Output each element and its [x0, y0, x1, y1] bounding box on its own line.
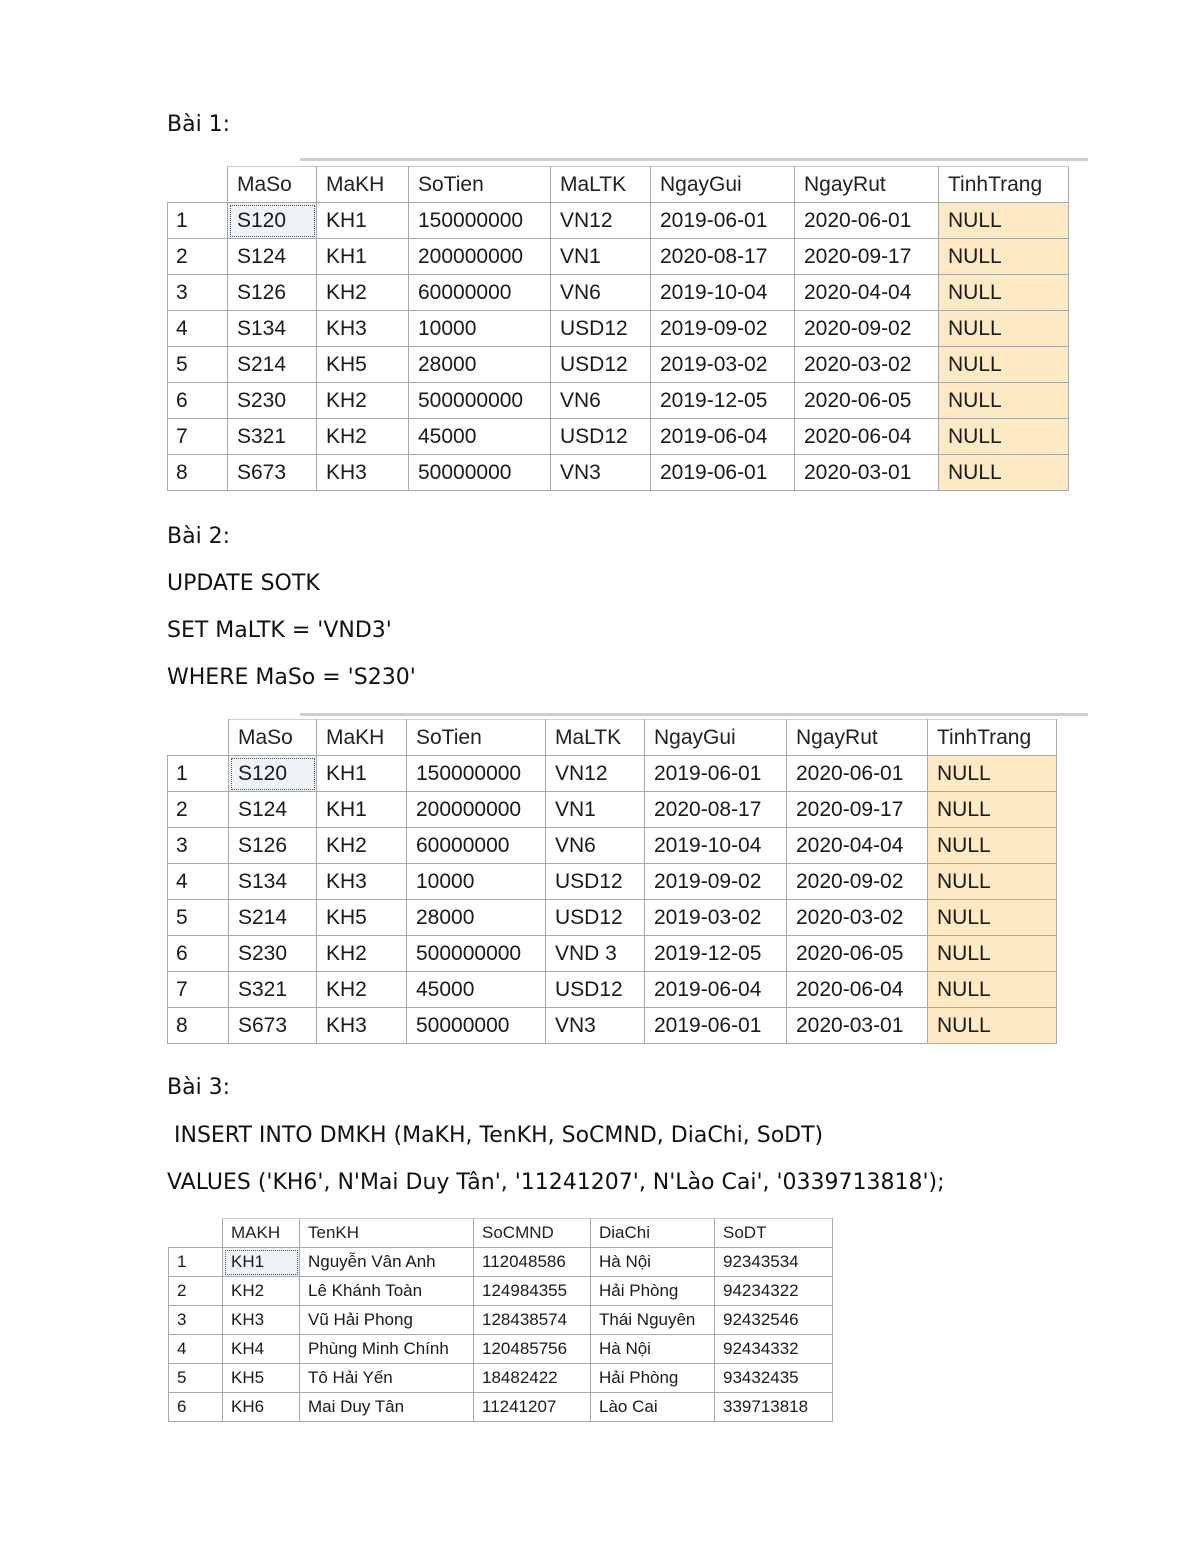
cell-maso[interactable]: S230: [228, 383, 317, 419]
cell-sodt[interactable]: 92343534: [715, 1248, 833, 1277]
cell-makh[interactable]: KH6: [223, 1393, 300, 1422]
cell-makh[interactable]: KH5: [317, 347, 409, 383]
table-row[interactable]: [169, 1393, 833, 1422]
cell-makh[interactable]: KH3: [317, 864, 407, 900]
cell-ngayrut[interactable]: 2020-09-17: [795, 239, 939, 275]
column-header-socmnd[interactable]: SoCMND: [474, 1219, 591, 1248]
cell-sotien[interactable]: 500000000: [407, 936, 546, 972]
cell-ngaygui[interactable]: 2019-12-05: [651, 383, 795, 419]
cell-tinhtrang[interactable]: NULL: [939, 203, 1069, 239]
cell-maltk[interactable]: VN12: [551, 203, 651, 239]
cell-ngayrut[interactable]: 2020-06-04: [795, 419, 939, 455]
table-row[interactable]: [169, 1335, 833, 1364]
row-header-corner[interactable]: [168, 167, 228, 203]
cell-maltk[interactable]: USD12: [546, 972, 645, 1008]
cell-tinhtrang[interactable]: NULL: [928, 900, 1057, 936]
table-row[interactable]: [169, 1364, 833, 1393]
bai3-heading: Bài 3:: [167, 1075, 231, 1100]
cell-ngayrut[interactable]: 2020-03-01: [787, 1008, 928, 1044]
cell-makh[interactable]: KH5: [223, 1364, 300, 1393]
cell-makh[interactable]: KH2: [317, 972, 407, 1008]
cell-tenkh[interactable]: Tô Hải Yến: [300, 1364, 474, 1393]
row-number[interactable]: 2: [168, 792, 229, 828]
cell-maltk[interactable]: USD12: [546, 864, 645, 900]
cell-diachi[interactable]: Hải Phòng: [591, 1277, 715, 1306]
cell-maltk[interactable]: VN1: [551, 239, 651, 275]
bai2-sql-line-2: SET MaLTK = 'VND3': [167, 618, 392, 643]
column-header-ngayrut[interactable]: NgayRut: [795, 167, 939, 203]
cell-tinhtrang[interactable]: NULL: [939, 419, 1069, 455]
bai1-grid-topbar: [300, 158, 1088, 161]
table-row[interactable]: [168, 275, 1069, 311]
cell-sotien[interactable]: 200000000: [409, 239, 551, 275]
column-header-makh[interactable]: MAKH: [223, 1219, 300, 1248]
cell-maso[interactable]: S134: [228, 311, 317, 347]
cell-ngayrut[interactable]: 2020-06-05: [795, 383, 939, 419]
cell-sotien[interactable]: 10000: [409, 311, 551, 347]
column-header-ngaygui[interactable]: NgayGui: [645, 720, 787, 756]
cell-maso[interactable]: S214: [228, 347, 317, 383]
row-number[interactable]: 2: [169, 1277, 223, 1306]
row-number[interactable]: 2: [168, 239, 228, 275]
row-number[interactable]: 5: [168, 347, 228, 383]
cell-maltk[interactable]: USD12: [546, 900, 645, 936]
bai2-sql-line-1: UPDATE SOTK: [167, 571, 320, 596]
row-number[interactable]: 6: [168, 936, 229, 972]
column-header-tinhtrang[interactable]: TinhTrang: [939, 167, 1069, 203]
table-row[interactable]: [168, 1008, 1057, 1044]
cell-socmnd[interactable]: 112048586: [474, 1248, 591, 1277]
cell-sotien[interactable]: 60000000: [409, 275, 551, 311]
cell-maso[interactable]: S321: [229, 972, 317, 1008]
cell-socmnd[interactable]: 128438574: [474, 1306, 591, 1335]
cell-maltk[interactable]: VN1: [546, 792, 645, 828]
column-header-ngayrut[interactable]: NgayRut: [787, 720, 928, 756]
cell-sodt[interactable]: 339713818: [715, 1393, 833, 1422]
cell-ngaygui[interactable]: 2019-06-01: [651, 455, 795, 491]
cell-ngayrut[interactable]: 2020-03-01: [795, 455, 939, 491]
column-header-ngaygui[interactable]: NgayGui: [651, 167, 795, 203]
cell-sotien[interactable]: 28000: [407, 900, 546, 936]
row-number[interactable]: 3: [168, 828, 229, 864]
cell-maso[interactable]: S673: [228, 455, 317, 491]
cell-makh[interactable]: KH1: [223, 1248, 300, 1277]
table-row[interactable]: [169, 1277, 833, 1306]
column-header-sodt[interactable]: SoDT: [715, 1219, 833, 1248]
row-number[interactable]: 5: [169, 1364, 223, 1393]
cell-makh[interactable]: KH4: [223, 1335, 300, 1364]
cell-maso[interactable]: S134: [229, 864, 317, 900]
column-header-maso[interactable]: MaSo: [229, 720, 317, 756]
column-header-sotien[interactable]: SoTien: [407, 720, 546, 756]
cell-tinhtrang[interactable]: NULL: [928, 828, 1057, 864]
cell-ngayrut[interactable]: 2020-06-04: [787, 972, 928, 1008]
cell-maso[interactable]: S214: [229, 900, 317, 936]
cell-tinhtrang[interactable]: NULL: [928, 1008, 1057, 1044]
cell-ngaygui[interactable]: 2019-09-02: [651, 311, 795, 347]
cell-tenkh[interactable]: Lê Khánh Toàn: [300, 1277, 474, 1306]
row-number[interactable]: 4: [168, 864, 229, 900]
column-header-tinhtrang[interactable]: TinhTrang: [928, 720, 1057, 756]
bai2-grid-topbar: [300, 713, 1088, 716]
cell-tenkh[interactable]: Phùng Minh Chính: [300, 1335, 474, 1364]
column-header-maso[interactable]: MaSo: [228, 167, 317, 203]
row-header-corner[interactable]: [168, 720, 229, 756]
cell-tinhtrang[interactable]: NULL: [939, 455, 1069, 491]
cell-diachi[interactable]: Hải Phòng: [591, 1364, 715, 1393]
row-number[interactable]: 1: [169, 1248, 223, 1277]
cell-sodt[interactable]: 93432435: [715, 1364, 833, 1393]
table-row[interactable]: [168, 383, 1069, 419]
table-row[interactable]: [168, 419, 1069, 455]
cell-tinhtrang[interactable]: NULL: [939, 347, 1069, 383]
bai3-sql-line-2: VALUES ('KH6', N'Mai Duy Tân', '11241207', N'Lào Cai', '0339713818');: [167, 1170, 945, 1195]
cell-sodt[interactable]: 94234322: [715, 1277, 833, 1306]
row-number[interactable]: 8: [168, 455, 228, 491]
bai2-heading: Bài 2:: [167, 524, 231, 549]
cell-makh[interactable]: KH2: [317, 419, 409, 455]
table-row[interactable]: [168, 900, 1057, 936]
table-row[interactable]: [168, 311, 1069, 347]
cell-ngaygui[interactable]: 2019-10-04: [651, 275, 795, 311]
cell-ngaygui[interactable]: 2019-09-02: [645, 864, 787, 900]
row-number[interactable]: 6: [168, 383, 228, 419]
row-number[interactable]: 4: [169, 1335, 223, 1364]
cell-tenkh[interactable]: Vũ Hải Phong: [300, 1306, 474, 1335]
bai1-heading: Bài 1:: [167, 112, 231, 137]
column-header-tenkh[interactable]: TenKH: [300, 1219, 474, 1248]
cell-maso[interactable]: S120: [228, 203, 317, 239]
row-number[interactable]: 6: [169, 1393, 223, 1422]
cell-tinhtrang[interactable]: NULL: [928, 792, 1057, 828]
cell-maso[interactable]: S120: [229, 756, 317, 792]
table-row[interactable]: [168, 239, 1069, 275]
cell-maso[interactable]: S673: [229, 1008, 317, 1044]
cell-maso[interactable]: S230: [229, 936, 317, 972]
row-header-corner[interactable]: [169, 1219, 223, 1248]
cell-makh[interactable]: KH2: [223, 1277, 300, 1306]
table-row[interactable]: [168, 972, 1057, 1008]
cell-sotien[interactable]: 10000: [407, 864, 546, 900]
cell-maltk[interactable]: VN12: [546, 756, 645, 792]
cell-ngayrut[interactable]: 2020-03-02: [787, 900, 928, 936]
cell-ngaygui[interactable]: 2020-08-17: [651, 239, 795, 275]
cell-ngaygui[interactable]: 2019-06-01: [645, 756, 787, 792]
bai2-result-grid: [167, 719, 1057, 1044]
cell-maso[interactable]: S126: [229, 828, 317, 864]
cell-sotien[interactable]: 45000: [409, 419, 551, 455]
cell-ngaygui[interactable]: 2019-03-02: [651, 347, 795, 383]
cell-tinhtrang[interactable]: NULL: [928, 864, 1057, 900]
cell-maltk[interactable]: USD12: [551, 347, 651, 383]
cell-ngayrut[interactable]: 2020-09-02: [795, 311, 939, 347]
cell-sotien[interactable]: 150000000: [407, 756, 546, 792]
cell-ngayrut[interactable]: 2020-04-04: [787, 828, 928, 864]
cell-makh[interactable]: KH3: [317, 455, 409, 491]
cell-ngaygui[interactable]: 2019-06-04: [645, 972, 787, 1008]
table-row[interactable]: [168, 792, 1057, 828]
header-row: [169, 1219, 833, 1248]
cell-maltk[interactable]: VND 3: [546, 936, 645, 972]
cell-maltk[interactable]: VN6: [551, 383, 651, 419]
cell-ngaygui[interactable]: 2019-12-05: [645, 936, 787, 972]
cell-ngayrut[interactable]: 2020-09-17: [787, 792, 928, 828]
cell-sotien[interactable]: 50000000: [409, 455, 551, 491]
cell-ngaygui[interactable]: 2019-06-04: [651, 419, 795, 455]
column-header-maltk[interactable]: MaLTK: [546, 720, 645, 756]
cell-maltk[interactable]: VN6: [546, 828, 645, 864]
cell-sodt[interactable]: 92432546: [715, 1306, 833, 1335]
cell-diachi[interactable]: Hà Nội: [591, 1248, 715, 1277]
table-row[interactable]: [168, 936, 1057, 972]
table-row[interactable]: [168, 203, 1069, 239]
cell-socmnd[interactable]: 124984355: [474, 1277, 591, 1306]
cell-tenkh[interactable]: Nguyễn Vân Anh: [300, 1248, 474, 1277]
cell-tinhtrang[interactable]: NULL: [939, 239, 1069, 275]
row-number[interactable]: 5: [168, 900, 229, 936]
cell-maso[interactable]: S124: [229, 792, 317, 828]
cell-maltk[interactable]: VN3: [546, 1008, 645, 1044]
row-number[interactable]: 8: [168, 1008, 229, 1044]
cell-tinhtrang[interactable]: NULL: [939, 275, 1069, 311]
cell-ngaygui[interactable]: 2019-03-02: [645, 900, 787, 936]
cell-makh[interactable]: KH2: [317, 936, 407, 972]
cell-ngayrut[interactable]: 2020-09-02: [787, 864, 928, 900]
cell-socmnd[interactable]: 18482422: [474, 1364, 591, 1393]
table-row[interactable]: [168, 828, 1057, 864]
row-number[interactable]: 1: [168, 756, 229, 792]
row-number[interactable]: 7: [168, 972, 229, 1008]
cell-sodt[interactable]: 92434332: [715, 1335, 833, 1364]
cell-makh[interactable]: KH5: [317, 900, 407, 936]
cell-makh[interactable]: KH3: [317, 311, 409, 347]
cell-makh[interactable]: KH3: [223, 1306, 300, 1335]
row-number[interactable]: 3: [169, 1306, 223, 1335]
cell-makh[interactable]: KH1: [317, 239, 409, 275]
table-row[interactable]: [169, 1248, 833, 1277]
cell-sotien[interactable]: 200000000: [407, 792, 546, 828]
cell-sotien[interactable]: 60000000: [407, 828, 546, 864]
cell-makh[interactable]: KH3: [317, 1008, 407, 1044]
row-number[interactable]: 4: [168, 311, 228, 347]
cell-ngayrut[interactable]: 2020-03-02: [795, 347, 939, 383]
bai2-sql-line-3: WHERE MaSo = 'S230': [167, 665, 416, 690]
cell-maltk[interactable]: USD12: [551, 311, 651, 347]
cell-tinhtrang[interactable]: NULL: [928, 756, 1057, 792]
column-header-makh[interactable]: MaKH: [317, 167, 409, 203]
table-row[interactable]: [168, 756, 1057, 792]
cell-maso[interactable]: S124: [228, 239, 317, 275]
cell-ngayrut[interactable]: 2020-06-01: [795, 203, 939, 239]
table-row[interactable]: [168, 455, 1069, 491]
cell-tinhtrang[interactable]: NULL: [928, 972, 1057, 1008]
table-row[interactable]: [168, 347, 1069, 383]
cell-makh[interactable]: KH1: [317, 756, 407, 792]
cell-tinhtrang[interactable]: NULL: [928, 936, 1057, 972]
cell-sotien[interactable]: 500000000: [409, 383, 551, 419]
cell-ngayrut[interactable]: 2020-06-05: [787, 936, 928, 972]
cell-makh[interactable]: KH2: [317, 275, 409, 311]
cell-tinhtrang[interactable]: NULL: [939, 383, 1069, 419]
cell-diachi[interactable]: Lào Cai: [591, 1393, 715, 1422]
cell-maltk[interactable]: USD12: [551, 419, 651, 455]
cell-ngayrut[interactable]: 2020-06-01: [787, 756, 928, 792]
cell-diachi[interactable]: Hà Nội: [591, 1335, 715, 1364]
cell-makh[interactable]: KH1: [317, 792, 407, 828]
row-number[interactable]: 1: [168, 203, 228, 239]
column-header-makh[interactable]: MaKH: [317, 720, 407, 756]
cell-ngayrut[interactable]: 2020-04-04: [795, 275, 939, 311]
cell-makh[interactable]: KH2: [317, 828, 407, 864]
row-number[interactable]: 7: [168, 419, 228, 455]
column-header-sotien[interactable]: SoTien: [409, 167, 551, 203]
cell-diachi[interactable]: Thái Nguyên: [591, 1306, 715, 1335]
cell-sotien[interactable]: 150000000: [409, 203, 551, 239]
bai3-sql-line-1: INSERT INTO DMKH (MaKH, TenKH, SoCMND, DiaChi, SoDT): [167, 1123, 824, 1148]
cell-makh[interactable]: KH1: [317, 203, 409, 239]
cell-ngaygui[interactable]: 2020-08-17: [645, 792, 787, 828]
bai1-result-grid: [167, 166, 1069, 491]
cell-tinhtrang[interactable]: NULL: [939, 311, 1069, 347]
table-row[interactable]: [169, 1306, 833, 1335]
cell-makh[interactable]: KH2: [317, 383, 409, 419]
cell-maso[interactable]: S321: [228, 419, 317, 455]
cell-sotien[interactable]: 45000: [407, 972, 546, 1008]
cell-ngaygui[interactable]: 2019-06-01: [645, 1008, 787, 1044]
cell-maso[interactable]: S126: [228, 275, 317, 311]
bai3-result-grid: [168, 1218, 833, 1422]
cell-socmnd[interactable]: 120485756: [474, 1335, 591, 1364]
column-header-diachi[interactable]: DiaChi: [591, 1219, 715, 1248]
cell-ngaygui[interactable]: 2019-06-01: [651, 203, 795, 239]
cell-sotien[interactable]: 28000: [409, 347, 551, 383]
cell-sotien[interactable]: 50000000: [407, 1008, 546, 1044]
cell-maltk[interactable]: VN3: [551, 455, 651, 491]
cell-maltk[interactable]: VN6: [551, 275, 651, 311]
cell-tenkh[interactable]: Mai Duy Tân: [300, 1393, 474, 1422]
header-row: [168, 720, 1057, 756]
table-row[interactable]: [168, 864, 1057, 900]
column-header-maltk[interactable]: MaLTK: [551, 167, 651, 203]
cell-socmnd[interactable]: 11241207: [474, 1393, 591, 1422]
cell-ngaygui[interactable]: 2019-10-04: [645, 828, 787, 864]
row-number[interactable]: 3: [168, 275, 228, 311]
header-row: [168, 167, 1069, 203]
